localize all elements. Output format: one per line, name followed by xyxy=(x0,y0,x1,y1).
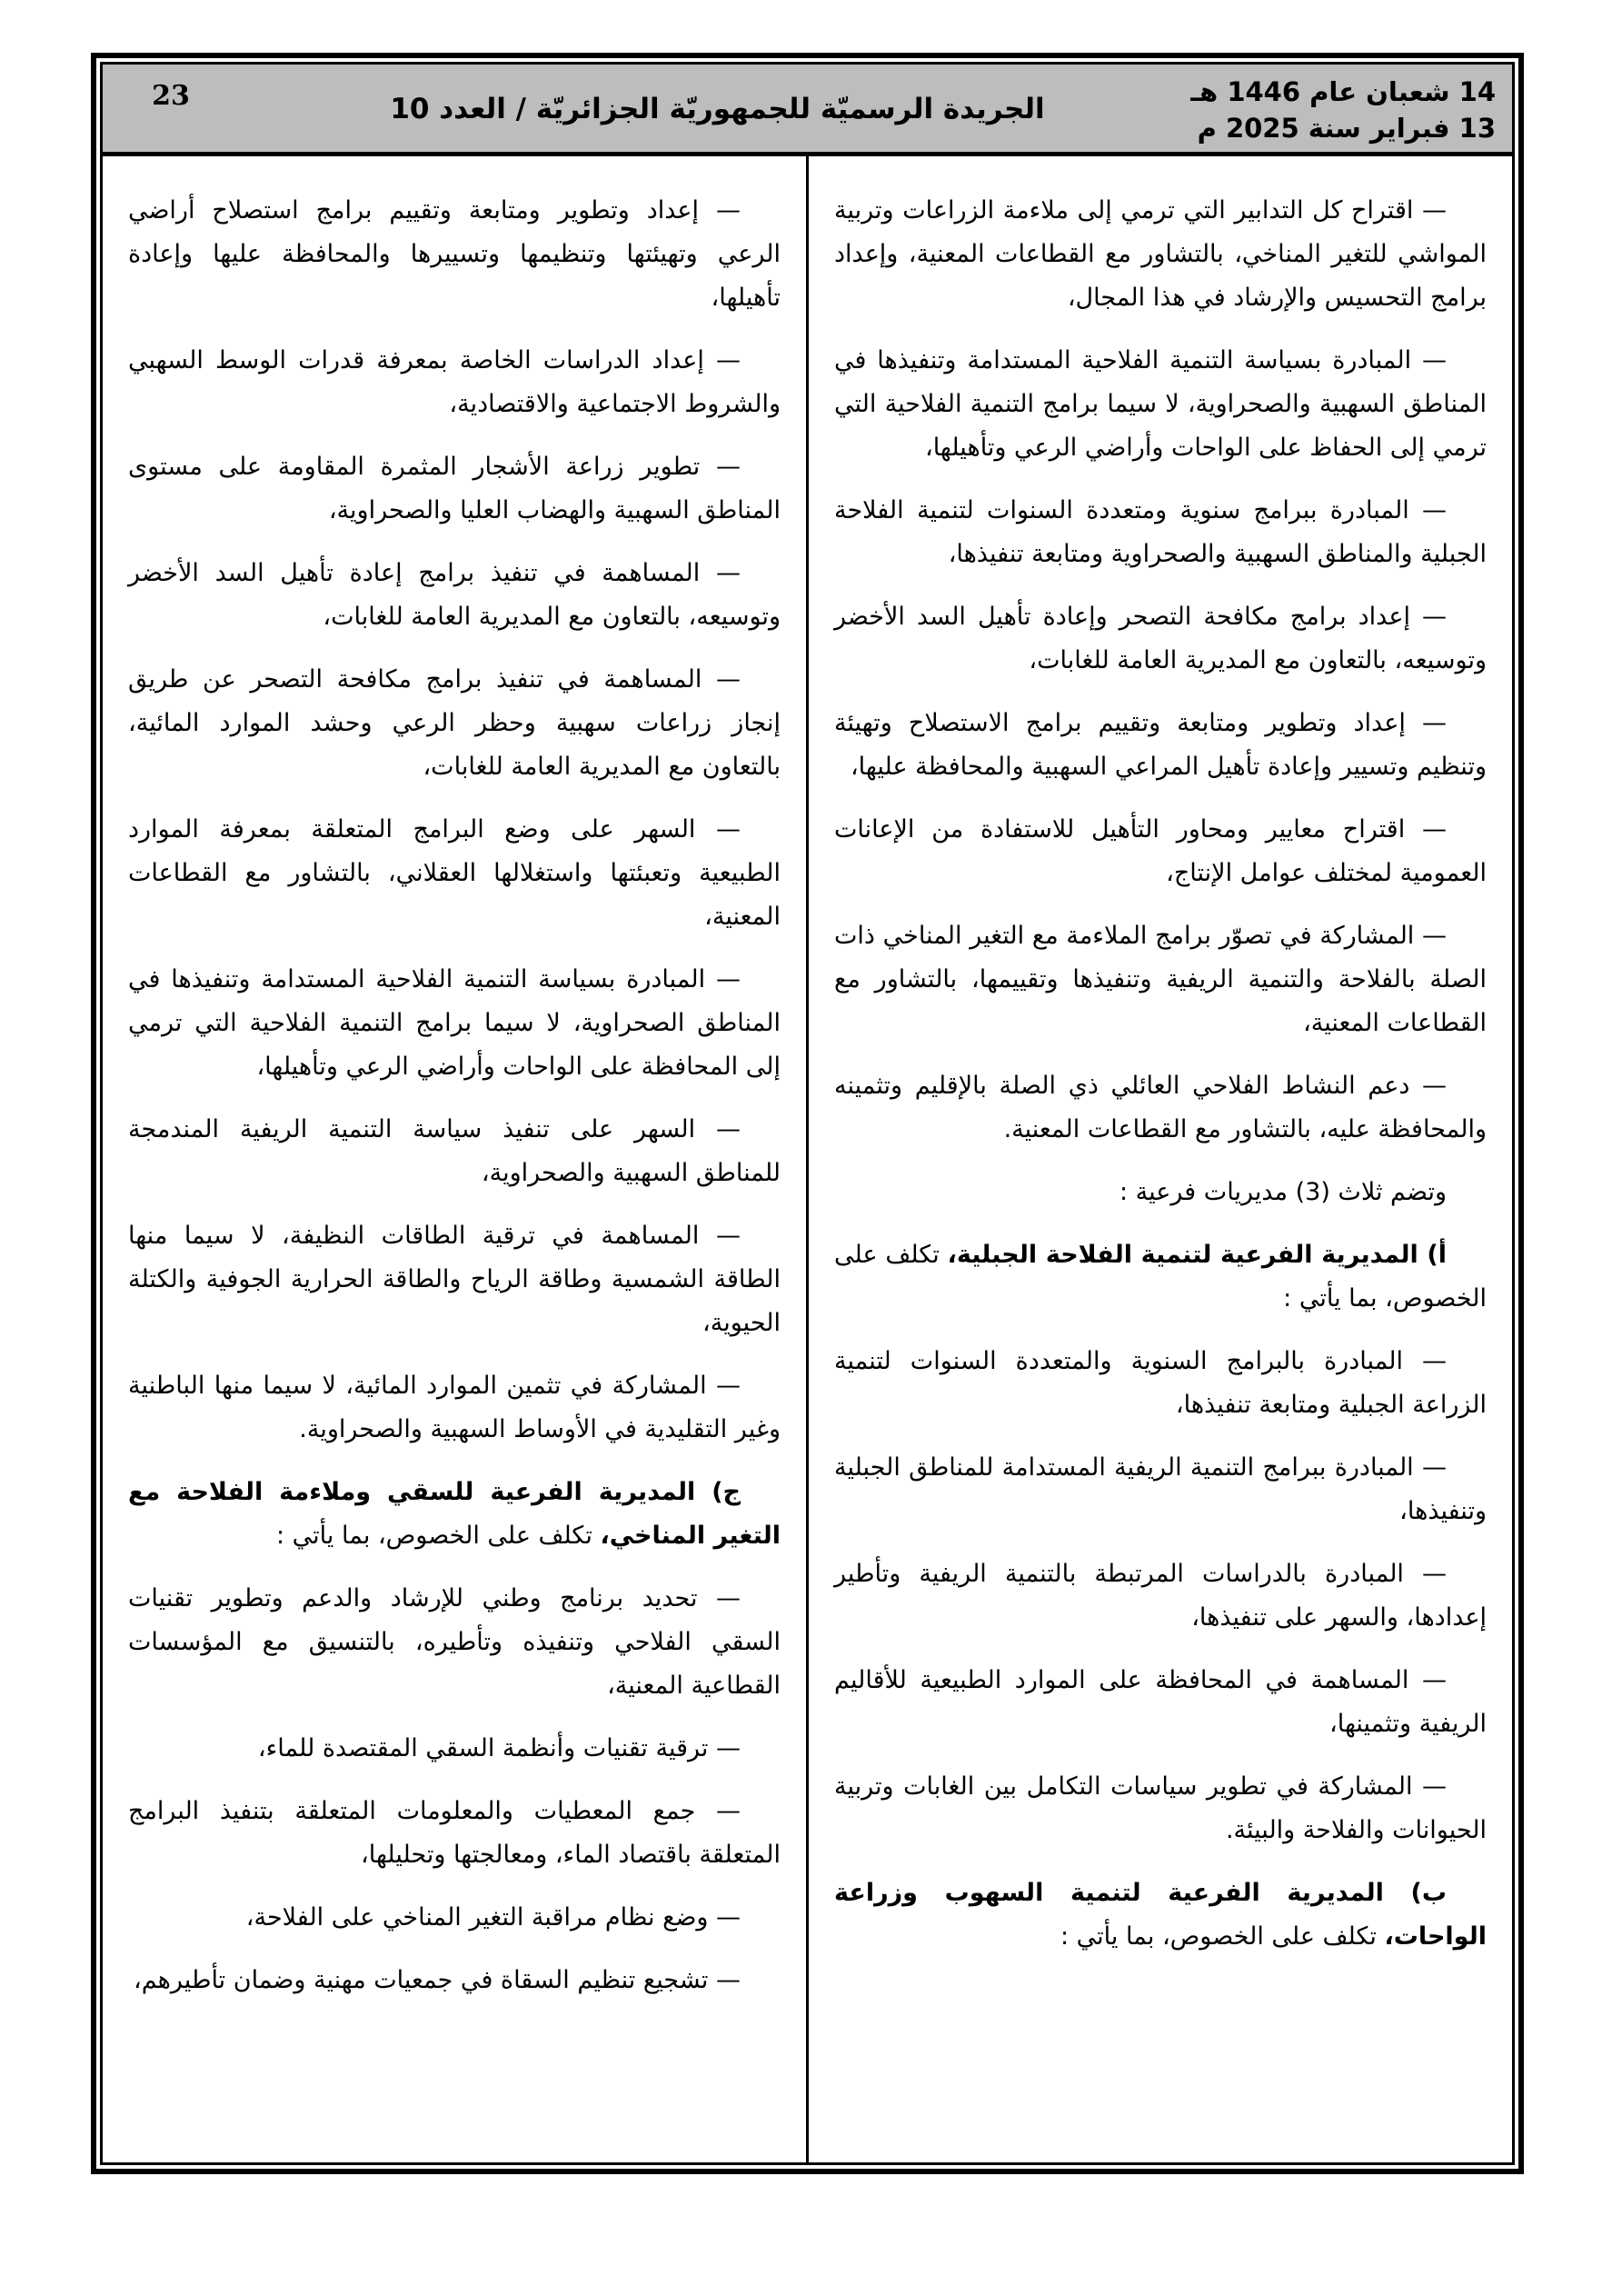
page-body xyxy=(103,156,1512,2162)
paragraph: — إعداد وتطوير ومتابعة وتقييم برامج استصلاح أراضي الرعي وتهيئتها وتنظيمها وتسييرها والمحافظة عليها وإعادة تأهيلها، xyxy=(128,196,781,312)
paragraph: — المشاركة في تثمين الموارد المائية، لا سيما منها الباطنية وغير التقليدية في الأوساط السهبية والصحراوية. xyxy=(128,1372,781,1443)
issue-dates xyxy=(1190,70,1512,146)
section-heading: ب) المديرية الفرعية لتنمية السهوب وزراعة الواحات، تكلف على الخصوص، بما يأتي : xyxy=(834,1879,1487,1951)
paragraph: — إعداد الدراسات الخاصة بمعرفة قدرات الوسط السهبي والشروط الاجتماعية والاقتصادية، xyxy=(128,346,781,418)
page-frame xyxy=(91,53,1524,2174)
paragraph: — المبادرة بالبرامج السنوية والمتعددة السنوات لتنمية الزراعة الجبلية ومتابعة تنفيذها، xyxy=(834,1347,1487,1419)
paragraph: — السهر على وضع البرامج المتعلقة بمعرفة الموارد الطبيعية وتعبئتها واستغلالها العقلاني، بالتشاور مع القطاعات المعنية، xyxy=(128,815,781,931)
paragraph: — المبادرة ببرامج التنمية الريفية المستدامة للمناطق الجبلية وتنفيذها، xyxy=(834,1453,1487,1525)
paragraph: — المساهمة في ترقية الطاقات النظيفة، لا سيما منها الطاقة الشمسية وطاقة الرياح والطاقة الحرارية الجوفية والكتلة الحيوية، xyxy=(128,1222,781,1337)
column-left xyxy=(103,156,806,2162)
paragraph: — ترقية تقنيات وأنظمة السقي المقتصدة للماء، xyxy=(257,1734,741,1762)
paragraph: — السهر على تنفيذ سياسة التنمية الريفية المندمجة للمناطق السهبية والصحراوية، xyxy=(128,1115,781,1187)
page-header xyxy=(103,65,1512,156)
journal-title: الجريدة الرسميّة للجمهوريّة الجزائريّة / العدد 10 xyxy=(390,93,1045,125)
paragraph: — المساهمة في تنفيذ برامج مكافحة التصحر عن طريق إنجاز زراعات سهبية وحظر الرعي وحشد الموارد المائية، بالتعاون مع المديرية العامة للغابات، xyxy=(128,665,781,781)
paragraph: — المبادرة ببرامج سنوية ومتعددة السنوات لتنمية الفلاحة الجبلية والمناطق السهبية والصحراوية ومتابعة تنفيذها، xyxy=(834,496,1487,568)
paragraph: — إعداد وتطوير ومتابعة وتقييم برامج الاستصلاح وتهيئة وتنظيم وتسيير وإعادة تأهيل المراعي السهبية والمحافظة عليها، xyxy=(834,709,1487,781)
paragraph: — المبادرة بسياسة التنمية الفلاحية المستدامة وتنفيذها في المناطق السهبية والصحراوية، لا سيما برامج التنمية الفلاحية التي ترمي إلى الحفاظ على الواحات وأراضي الرعي وتأهيلها، xyxy=(834,346,1487,462)
paragraph: — المشاركة في تطوير سياسات التكامل بين الغابات وتربية الحيوانات والفلاحة والبيئة. xyxy=(834,1772,1487,1844)
paragraph: — المبادرة بسياسة التنمية الفلاحية المستدامة وتنفيذها في المناطق الصحراوية، لا سيما برامج التنمية الفلاحية التي ترمي إلى المحافظة على الواحات وأراضي الرعي وتأهيلها، xyxy=(128,965,781,1081)
paragraph: — المساهمة في تنفيذ برامج إعادة تأهيل السد الأخضر وتوسيعه، بالتعاون مع المديرية العامة للغابات، xyxy=(128,559,781,631)
paragraph: وتضم ثلاث (3) مديريات فرعية : xyxy=(1119,1178,1447,1206)
paragraph: — وضع نظام مراقبة التغير المناخي على الفلاحة، xyxy=(245,1903,741,1932)
paragraph: — المبادرة بالدراسات المرتبطة بالتنمية الريفية وتأطير إعدادها، والسهر على تنفيذها، xyxy=(834,1560,1487,1632)
paragraph: — تحديد برنامج وطني للإرشاد والدعم وتطوير تقنيات السقي الفلاحي وتنفيذه وتأطيره، بالتنسيق مع المؤسسات القطاعية المعنية، xyxy=(128,1584,781,1700)
page-number: 23 xyxy=(152,79,190,112)
paragraph: — المساهمة في المحافظة على الموارد الطبيعية للأقاليم الريفية وتثمينها، xyxy=(834,1666,1487,1738)
paragraph: — تشجيع تنظيم السقاة في جمعيات مهنية وضمان تأطيرهم، xyxy=(133,1966,741,1994)
paragraph: — دعم النشاط الفلاحي العائلي ذي الصلة بالإقليم وتثمينه والمحافظة عليه، بالتشاور مع القطاعات المعنية. xyxy=(834,1072,1487,1143)
section-heading: ج) المديرية الفرعية للسقي وملاءمة الفلاحة مع التغير المناخي، تكلف على الخصوص، بما يأتي : xyxy=(128,1478,781,1550)
paragraph: — اقتراح معايير ومحاور التأهيل للاستفادة من الإعانات العمومية لمختلف عوامل الإنتاج، xyxy=(834,815,1487,887)
paragraph: — تطوير زراعة الأشجار المثمرة المقاومة على مستوى المناطق السهبية والهضاب العليا والصحراوية، xyxy=(128,453,781,524)
paragraph: — المشاركة في تصوّر برامج الملاءمة مع التغير المناخي ذات الصلة بالفلاحة والتنمية الريفية وتنفيذها وتقييمها، بالتشاور مع القطاعات المعنية، xyxy=(834,922,1487,1037)
page-inner-frame xyxy=(100,62,1515,2165)
section-heading: أ) المديرية الفرعية لتنمية الفلاحة الجبلية، تكلف على الخصوص، بما يأتي : xyxy=(834,1241,1487,1313)
column-right xyxy=(806,156,1512,2162)
paragraph: — إعداد برامج مكافحة التصحر وإعادة تأهيل السد الأخضر وتوسيعه، بالتعاون مع المديرية العامة للغابات، xyxy=(834,603,1487,674)
date-gregorian: 13 فبراير سنة 2025 م xyxy=(1197,113,1496,144)
date-hijri: 14 شعبان عام 1446 هـ xyxy=(1190,76,1496,107)
paragraph: — جمع المعطيات والمعلومات المتعلقة بتنفيذ البرامج المتعلقة باقتصاد الماء، ومعالجتها وتحليلها، xyxy=(128,1797,781,1869)
paragraph: — اقتراح كل التدابير التي ترمي إلى ملاءمة الزراعات وتربية المواشي للتغير المناخي، بالتشاور مع القطاعات المعنية، وإعداد برامج التحسيس والإرشاد في هذا المجال، xyxy=(834,196,1487,312)
